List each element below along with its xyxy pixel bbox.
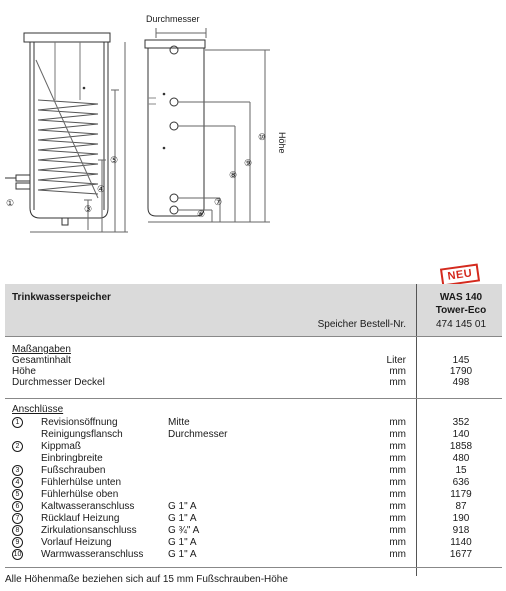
row-value: 352	[452, 417, 470, 428]
callout-numbers	[6, 132, 266, 219]
footnote: Alle Höhenmaße beziehen sich auf 15 mm Fußschrauben-Höhe	[5, 574, 288, 585]
callout-5: ⑤	[110, 155, 119, 165]
row-unit: mm	[389, 417, 406, 428]
table-row	[0, 429, 506, 440]
order-number: 474 145 01	[435, 319, 487, 330]
table-row	[0, 549, 506, 560]
row-unit: Liter	[386, 355, 406, 366]
row-unit: mm	[389, 377, 406, 388]
callout-1: ①	[6, 198, 15, 208]
row-unit: mm	[389, 429, 406, 440]
technical-drawing	[0, 0, 506, 262]
row-label: Reinigungsflansch	[41, 429, 123, 440]
row-unit: mm	[389, 465, 406, 476]
model-variant: Tower-Eco	[435, 305, 487, 316]
row-label: Zirkulationsanschluss	[41, 525, 137, 536]
diameter-label: Durchmesser	[146, 14, 200, 24]
new-badge: NEU	[440, 263, 480, 286]
row-number-badge: 2	[12, 441, 23, 452]
table-row	[0, 513, 506, 524]
row-unit: mm	[389, 549, 406, 560]
footer-rule	[5, 567, 502, 568]
table-row	[0, 417, 506, 428]
row-value: 1179	[450, 489, 472, 500]
row-number-badge: 9	[12, 537, 23, 548]
callout-6: ⑥	[197, 209, 206, 219]
row-unit: mm	[389, 453, 406, 464]
row-number-badge: 8	[12, 525, 23, 536]
section-connections: Anschlüsse	[12, 404, 64, 415]
row-number-badge: 5	[12, 489, 23, 500]
model-name: WAS 140	[439, 292, 483, 303]
row-number-badge: 7	[12, 513, 23, 524]
row-unit: mm	[389, 489, 406, 500]
row-value: 498	[452, 377, 470, 388]
row-number-badge: 10	[13, 551, 22, 558]
connection-points	[170, 46, 178, 214]
row-unit: mm	[389, 537, 406, 548]
callout-8: ⑧	[229, 170, 238, 180]
row-label: Warmwasseranschluss	[41, 549, 144, 560]
callout-7: ⑦	[214, 197, 223, 207]
row-value: 1858	[449, 441, 473, 452]
row-label: Kippmaß	[41, 441, 82, 452]
row-label: Durchmesser Deckel	[12, 377, 105, 388]
tank-right-body	[148, 48, 204, 216]
table-row	[0, 525, 506, 536]
row-unit: mm	[389, 501, 406, 512]
row-label: Kaltwasseranschluss	[41, 501, 135, 512]
section-dimensions: Maßangaben	[12, 344, 71, 355]
row-unit: mm	[389, 525, 406, 536]
row-size: G 1" A	[168, 501, 197, 512]
row-label: Rücklauf Heizung	[41, 513, 120, 524]
row-unit: mm	[389, 513, 406, 524]
order-number-label: Speicher Bestell-Nr.	[317, 319, 406, 330]
table-row	[0, 501, 506, 512]
callout-10: ⑩	[258, 132, 267, 142]
row-value: 636	[452, 477, 470, 488]
row-size: Durchmesser	[168, 429, 228, 440]
row-value: 1677	[449, 549, 473, 560]
section-rule	[5, 398, 502, 399]
row-number-badge: 1	[12, 417, 23, 428]
row-value: 190	[452, 513, 470, 524]
table-row	[0, 366, 506, 377]
row-value: 87	[455, 501, 467, 512]
table-row	[0, 441, 506, 452]
callout-3: ③	[84, 204, 93, 214]
row-label: Gesamtinhalt	[12, 355, 71, 366]
header-rule	[5, 336, 502, 337]
row-unit: mm	[389, 477, 406, 488]
row-unit: mm	[389, 366, 406, 377]
row-number-badge: 4	[12, 477, 23, 488]
row-value: 918	[452, 525, 470, 536]
row-value: 480	[452, 453, 470, 464]
row-size: G 1" A	[168, 537, 197, 548]
callout-4: ④	[97, 184, 106, 194]
row-value: 1790	[449, 366, 473, 377]
row-unit: mm	[389, 441, 406, 452]
heating-coil	[38, 100, 98, 194]
row-label: Einbringbreite	[41, 453, 103, 464]
row-label: Vorlauf Heizung	[41, 537, 112, 548]
row-size: Mitte	[168, 417, 190, 428]
tank-left-cap	[24, 33, 110, 42]
row-label: Höhe	[12, 366, 36, 377]
row-label: Revisionsöffnung	[41, 417, 118, 428]
row-size: G 1" A	[168, 549, 197, 560]
row-value: 140	[452, 429, 470, 440]
table-row	[0, 489, 506, 500]
row-number-badge: 3	[12, 465, 23, 476]
row-size: G 1" A	[168, 513, 197, 524]
row-size: G ¾" A	[168, 525, 200, 536]
table-row	[0, 453, 506, 464]
table-title: Trinkwasserspeicher	[12, 292, 111, 303]
callout-9: ⑨	[244, 158, 253, 168]
row-label: Fühlerhülse oben	[41, 489, 119, 500]
height-label: Höhe	[277, 132, 287, 154]
row-value: 1140	[450, 537, 472, 548]
table-row	[0, 355, 506, 366]
tank-right-cap	[145, 40, 205, 48]
row-label: Fühlerhülse unten	[41, 477, 122, 488]
table-row	[0, 537, 506, 548]
table-row	[0, 377, 506, 388]
row-value: 145	[452, 355, 470, 366]
row-number-badge: 6	[12, 501, 23, 512]
table-row	[0, 477, 506, 488]
table-row	[0, 465, 506, 476]
row-value: 15	[455, 465, 467, 476]
row-label: Fußschrauben	[41, 465, 106, 476]
